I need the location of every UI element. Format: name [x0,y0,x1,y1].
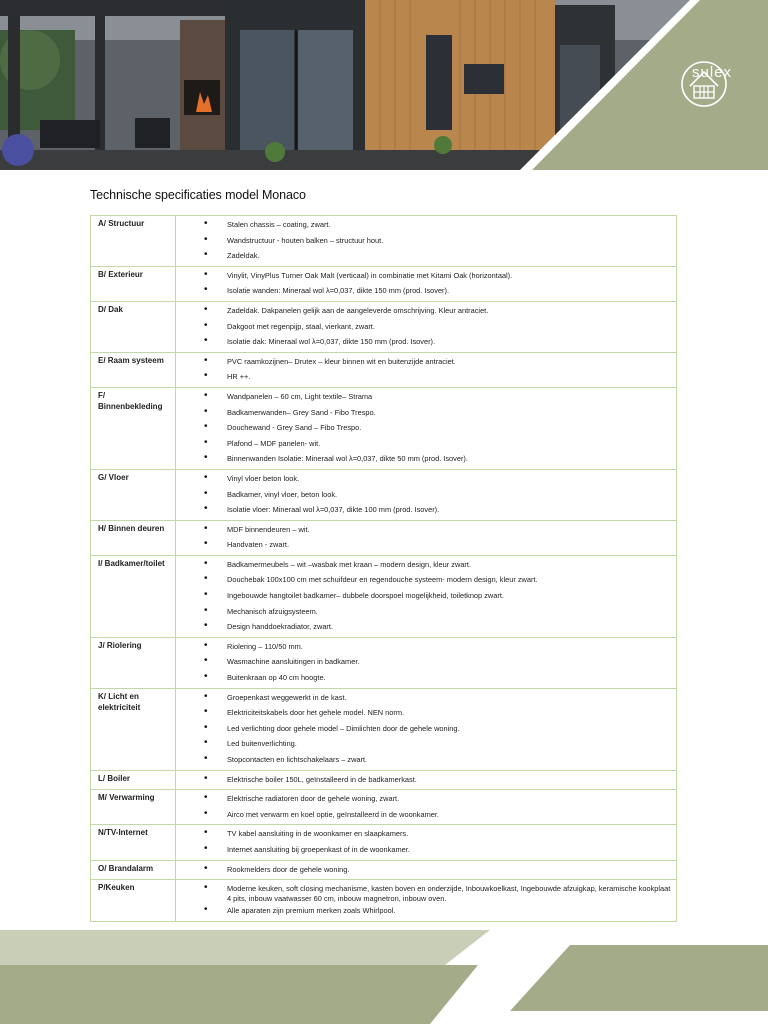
document-title: Technische specificaties model Monaco [90,188,306,202]
spec-item-list [176,304,672,351]
spec-item: • Vinyl vloer beton look. [176,472,672,488]
spec-items-cell [176,216,677,267]
spec-row [91,637,677,688]
spec-row [91,469,677,520]
house-logo-icon [680,60,728,108]
spec-item: • Isolatie wanden: Mineraal wol λ=0,037, dikte 150 mm (prod. Isover). [176,284,672,300]
spec-category: G/ Vloer [91,469,176,520]
spec-row [91,301,677,352]
spec-item: • Isolatie dak: Mineraal wol λ=0,037, dikte 150 mm (prod. Isover). [176,335,672,351]
spec-category: N/TV-Internet [91,825,176,860]
spec-category: H/ Binnen deuren [91,520,176,555]
spec-item-list [176,472,672,519]
spec-item: • Elektriciteitskabels door het gehele model. NEN norm. [176,706,672,722]
spec-row [91,387,677,469]
spec-item: • Led verlichting door gehele model – Dimlichten door de gehele woning. [176,722,672,738]
sulex-logo [680,60,744,81]
spec-item: • MDF binnendeuren – wit. [176,523,672,539]
spec-item: • Badkamerwanden– Grey Sand - Fibo Trespo. [176,406,672,422]
spec-category: M/ Verwarming [91,790,176,825]
spec-category: O/ Brandalarm [91,860,176,880]
spec-items-cell [176,790,677,825]
house-photo [0,0,768,170]
spec-item: • Stopcontacten en lichtschakelaars – zwart. [176,753,672,769]
spec-category: L/ Boiler [91,770,176,790]
spec-item-list [176,269,672,300]
spec-items-cell [176,860,677,880]
spec-category: D/ Dak [91,301,176,352]
spec-row [91,520,677,555]
spec-item: • Douchewand - Grey Sand – Fibo Trespo. [176,421,672,437]
spec-item-list [176,827,672,858]
spec-table [90,215,677,922]
footer-decoration [0,925,768,1024]
spec-item: • Isolatie vloer: Mineraal wol λ=0,037, dikte 100 mm (prod. Isover). [176,503,672,519]
spec-item: • Dakgoot met regenpijp, staal, vierkant, zwart. [176,320,672,336]
spec-item-list [176,882,672,920]
header-banner [0,0,768,170]
spec-row [91,770,677,790]
spec-items-cell [176,387,677,469]
spec-items-cell [176,266,677,301]
spec-row [91,688,677,770]
spec-item: • Wasmachine aansluitingen in badkamer. [176,655,672,671]
spec-row [91,860,677,880]
spec-item: • Ingebouwde hangtoilet badkamer– dubbele doorspoel mogelijkheid, toiletknop zwart. [176,589,672,605]
spec-item-list [176,218,672,265]
spec-category: P/Keuken [91,880,176,922]
spec-item: • Buitenkraan op 40 cm hoogte. [176,671,672,687]
spec-item: • Rookmelders door de gehele woning. [176,863,672,879]
spec-item: • Mechanisch afzuigsysteem. [176,605,672,621]
spec-item: • Alle aparaten zijn premium merken zoals Whirlpool. [176,904,672,920]
spec-row [91,352,677,387]
spec-items-cell [176,825,677,860]
spec-items-cell [176,555,677,637]
spec-table-body [91,216,677,922]
spec-items-cell [176,301,677,352]
spec-item-list [176,355,672,386]
spec-row [91,790,677,825]
spec-item: • Internet aansluiting bij groepenkast of in de woonkamer. [176,843,672,859]
spec-items-cell [176,688,677,770]
spec-category: K/ Licht en elektriciteit [91,688,176,770]
spec-item: • Led buitenverlichting. [176,737,672,753]
spec-item: • Badkamermeubels – wit –wasbak met kraan – modern design, kleur zwart. [176,558,672,574]
spec-item: • Plafond – MDF panelen- wit. [176,437,672,453]
spec-row [91,880,677,922]
spec-item: • PVC raamkozijnen– Drutex – kleur binnen wit en buitenzijde antraciet. [176,355,672,371]
spec-item: • Stalen chassis – coating, zwart. [176,218,672,234]
spec-items-cell [176,469,677,520]
spec-item: • Airco met verwarm en koel optie, geïnstalleerd in de woonkamer. [176,808,672,824]
spec-item-list [176,523,672,554]
spec-items-cell [176,880,677,922]
spec-row [91,266,677,301]
spec-item: • Vinylit, VinyPlus Turner Oak Malt (verticaal) in combinatie met Kitami Oak (horizontaal). [176,269,672,285]
spec-item: • Douchebak 100x100 cm met schuifdeur en regendouche systeem- modern design, kleur zwart. [176,573,672,589]
spec-category: J/ Riolering [91,637,176,688]
spec-item: • Zadeldak. [176,249,672,265]
spec-item: • Elektrische boiler 150L, geïnstalleerd in de badkamerkast. [176,773,672,789]
spec-item: • Binnenwanden Isolatie: Mineraal wol λ=0,037, dikte 50 mm (prod. Isover). [176,452,672,468]
spec-item: • Elektrische radiatoren door de gehele woning, zwart. [176,792,672,808]
spec-category: F/ Binnenbekleding [91,387,176,469]
spec-item: • Groepenkast weggewerkt in de kast. [176,691,672,707]
spec-item-list [176,640,672,687]
spec-items-cell [176,520,677,555]
spec-item-list [176,390,672,468]
spec-category: B/ Exterieur [91,266,176,301]
spec-item-list [176,792,672,823]
spec-item: • Zadeldak. Dakpanelen gelijk aan de aangeleverde omschrijving. Kleur antraciet. [176,304,672,320]
spec-item: • TV kabel aansluiting in de woonkamer en slaapkamers. [176,827,672,843]
spec-items-cell [176,770,677,790]
spec-item: • Handvaten - zwart. [176,538,672,554]
spec-row [91,216,677,267]
spec-item: • Wandstructuur - houten balken – structuur hout. [176,234,672,250]
spec-item: • Wandpanelen – 60 cm, Light textile– Strama [176,390,672,406]
spec-items-cell [176,637,677,688]
spec-item: • Moderne keuken, soft closing mechanisme, kasten boven en onderzijde, Inbouwkoelkast, Ingebouwde afzuigkap, keramische kookplaat 4 pits, inbouw vaatwasser 60 cm, inbouw magnetron, inbouw oven. [176,882,672,904]
spec-row [91,825,677,860]
spec-item-list [176,863,672,879]
spec-item: • HR ++. [176,370,672,386]
spec-row [91,555,677,637]
spec-item-list [176,558,672,636]
spec-category: A/ Structuur [91,216,176,267]
spec-item-list [176,691,672,769]
spec-category: I/ Badkamer/toilet [91,555,176,637]
spec-item-list [176,773,672,789]
brand-name: sulex [691,64,733,81]
spec-item: • Design handdoekradiator, zwart. [176,620,672,636]
spec-items-cell [176,352,677,387]
spec-item: • Riolering – 110/50 mm. [176,640,672,656]
spec-item: • Badkamer, vinyl vloer, beton look. [176,488,672,504]
spec-category: E/ Raam systeem [91,352,176,387]
